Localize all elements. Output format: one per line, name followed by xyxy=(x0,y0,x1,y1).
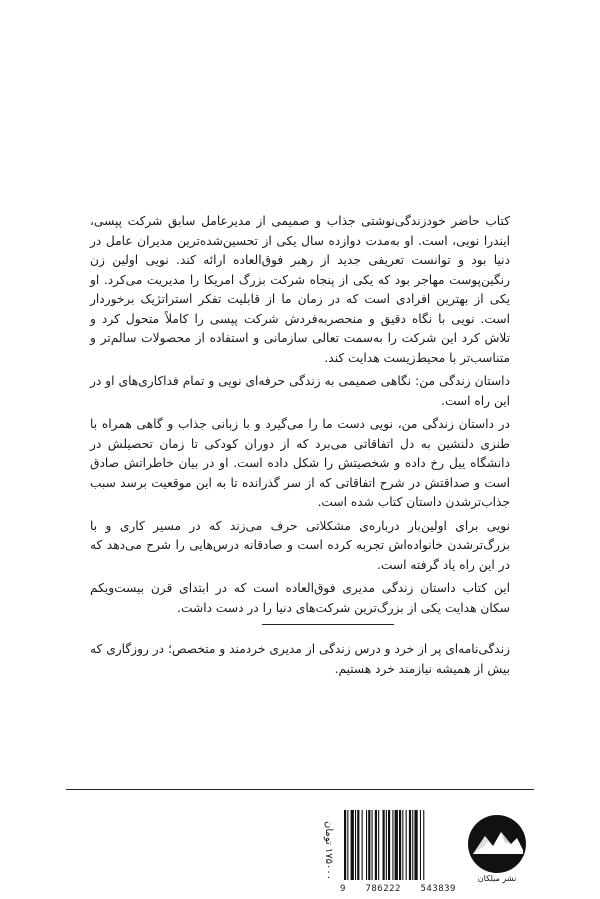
isbn-barcode xyxy=(340,810,456,884)
description-paragraph-4: نویی برای اولین‌بار درباره‌ی مشکلاتی حرف می‌زند که در مسیر کاری و با بزرگ‌ترشدن خانواده‌اش تجربه کرده است و صادقانه درس‌هایی را شرح می‌دهد که در این راه یاد گرفته است. xyxy=(90,518,510,572)
description-paragraph-2: داستان زندگی من: نگاهی صمیمی به زندگی حرفه‌ای نویی و تمام فداکاری‌های او در این راه است. xyxy=(90,374,510,408)
price-label: ۱۷۵۰۰۰ تومان xyxy=(323,821,334,881)
description-paragraph-3: در داستان زندگی من، نویی دست ما را می‌گیرد و با زبانی جذاب و گاهی همراه با طنزی دلنشین به دل اتفاقاتی می‌برد که از دوران کودکی تا زمان تحصیلش در دانشگاه ییل رخ داده و شخصیتش را شکل داده است. او در بیان خاطراتش صادق است و صداقتش در شرح اتفاقاتی که از سر گذرانده تا به این موقعیت برسد سبب جذاب‌ترشدن داستان کتاب شده است. xyxy=(90,417,510,509)
footer-rule xyxy=(66,789,534,790)
description-paragraph-5: این کتاب داستان زندگی مدیری فوق‌العاده است که در ابتدای قرن بیست‌ویکم سکان هدایت یکی از بزرگ‌ترین شرکت‌های دنیا را در دست داشت. xyxy=(90,581,510,615)
isbn-digit-group: 786222 xyxy=(365,884,401,894)
isbn-number xyxy=(340,884,456,894)
review-quote: زندگی‌نامه‌ای پر از خرد و درس زندگی از مدیری خردمند و متخصص؛ در روزگاری که بیش از همیشه نیازمند خرد هستیم. xyxy=(90,642,510,676)
publisher-name: نشر میلکان xyxy=(477,874,517,883)
isbn-digit-group: 9 xyxy=(340,884,346,894)
description-paragraph-1: کتاب حاضر خودزندگی‌نوشتی جذاب و صمیمی از مدیرعامل سابق شرکت پپسی، ایندرا نویی، است. او به‌مدت دوازده سال یکی از تحسین‌شده‌ترین مدیران عامل در دنیا بود و توانست تعریفی جدید از رهبر فوق‌العاده ارائه کند. نویی اولین زن رنگین‌پوست مهاجر بود که یکی از پنجاه شرکت بزرگ امریکا را مدیریت می‌کرد. او یکی از بهترین افرادی است که در زمان ما از قابلیت تفکر استراتژیک برخوردار است. نویی با نگاه دقیق و منحصربه‌فردش شرکت پپسی را کاملاً متحول کرد و تلاش کرد این شرکت را به‌سمت تعالی سازمانی و استفاده از محصولات سالم‌تر و متناسب‌تر با محیط‌زیست هدایت کند. xyxy=(90,214,510,365)
section-divider xyxy=(262,624,394,625)
isbn-digit-group: 543839 xyxy=(420,884,456,894)
publisher-logo-icon xyxy=(467,814,527,874)
back-cover-description xyxy=(90,212,510,622)
